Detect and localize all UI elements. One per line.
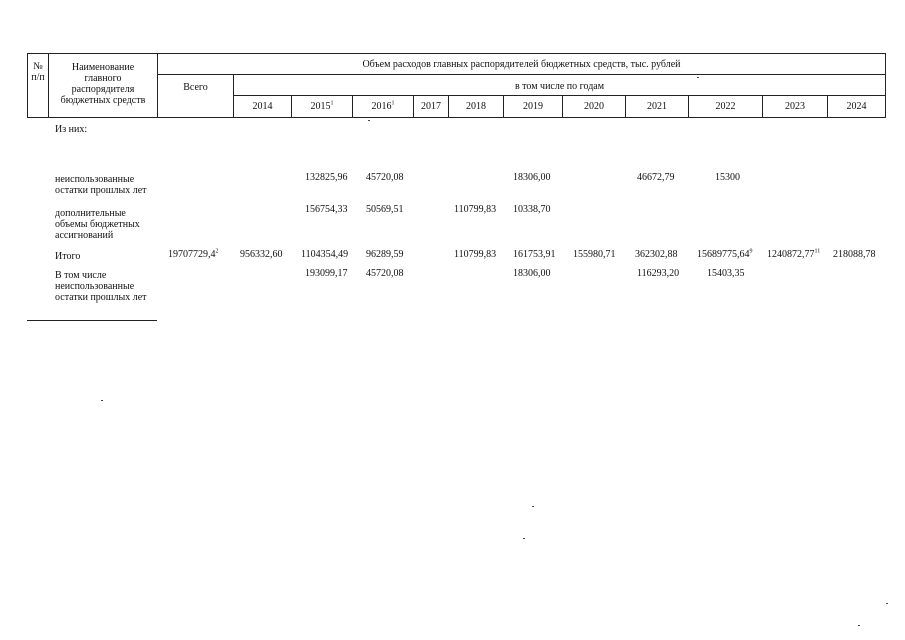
- year-label: 2015$^1$: [310, 100, 334, 112]
- row-label: неиспользованные остатки прошлых лет: [55, 174, 147, 196]
- year-label: 2016$^1$: [371, 100, 395, 112]
- scan-speck: [101, 400, 103, 401]
- scan-speck: [532, 506, 534, 507]
- cell-2022: 15689775,64$^9$: [697, 248, 753, 260]
- scan-speck: [368, 120, 370, 121]
- cell-2020: 155980,71: [573, 249, 616, 260]
- cell-2023: 1240872,77$^{11}$: [767, 248, 821, 260]
- year-label: 2020: [584, 101, 604, 112]
- cell-2016: 96289,59: [366, 249, 404, 260]
- scan-speck: [886, 603, 888, 604]
- cell-total: 19707729,4$^2$: [168, 248, 219, 260]
- cell-2016: 50569,51: [366, 204, 404, 215]
- footnote-separator: [27, 320, 157, 321]
- year-label: 2024: [846, 101, 867, 112]
- row-label: дополнительные объемы бюджетных ассигнований: [55, 208, 140, 241]
- iz-nih-label: Из них:: [55, 124, 88, 135]
- cell-2021: 116293,20: [637, 268, 680, 279]
- cell-2015: 132825,96: [305, 172, 348, 183]
- cell-2015: 156754,33: [305, 204, 348, 215]
- cell-2018: 110799,83: [454, 204, 497, 215]
- cell-2024: 218088,78: [833, 249, 876, 260]
- row-label: В том числе неиспользованные остатки прошлых лет: [55, 270, 147, 303]
- row-label-total: Итого: [55, 251, 81, 262]
- header-by-years: в том числе по годам: [514, 81, 605, 92]
- header-total-cell: [157, 74, 234, 118]
- scan-speck: [697, 77, 699, 78]
- cell-2021: 362302,88: [635, 249, 678, 260]
- cell-2015: 193099,17: [305, 268, 348, 279]
- cell-2016: 45720,08: [366, 172, 404, 183]
- year-label: 2021: [647, 101, 667, 112]
- header-total-label: Всего: [183, 82, 208, 93]
- scan-speck: [523, 538, 525, 539]
- year-label: 2022: [715, 101, 736, 112]
- year-label: 2014: [252, 101, 273, 112]
- year-label: 2017: [421, 101, 441, 112]
- cell-2016: 45720,08: [366, 268, 404, 279]
- year-label: 2023: [785, 101, 805, 112]
- cell-2015: 1104354,49: [301, 249, 349, 260]
- header-name-label: Наименование главного распорядителя бюджетных средств: [60, 62, 146, 106]
- scan-speck: [858, 625, 860, 626]
- cell-2019: 161753,91: [513, 249, 556, 260]
- header-volume-title: Объем расходов главных распорядителей бюджетных средств, тыс. рублей: [362, 59, 681, 70]
- year-label: 2018: [466, 101, 486, 112]
- cell-2019: 18306,00: [513, 172, 551, 183]
- cell-2022: 15300: [715, 172, 740, 183]
- cell-2022: 15403,35: [707, 268, 745, 279]
- cell-2018: 110799,83: [454, 249, 497, 260]
- cell-2021: 46672,79: [637, 172, 675, 183]
- cell-2014: 956332,60: [240, 249, 283, 260]
- cell-2019: 10338,70: [513, 204, 551, 215]
- cell-2019: 18306,00: [513, 268, 551, 279]
- year-label: 2019: [523, 101, 543, 112]
- header-num-label: № п/п: [31, 61, 45, 83]
